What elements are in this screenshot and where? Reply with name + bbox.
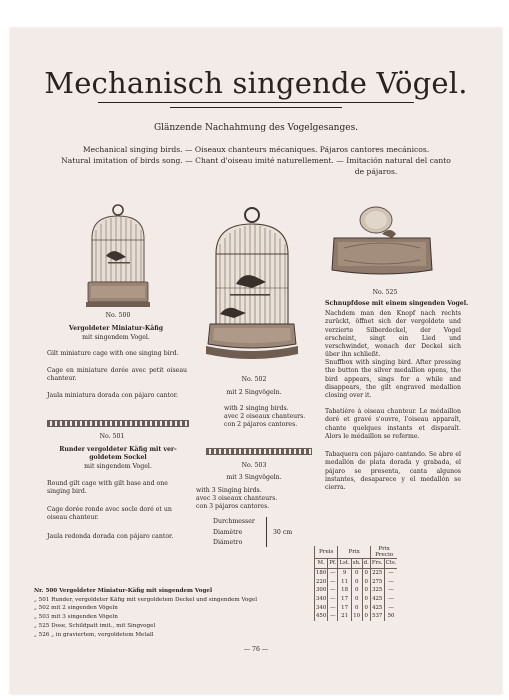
price-cell: 17 <box>338 595 351 604</box>
col-header: d. <box>363 560 369 567</box>
ornamental-divider-left <box>47 420 189 427</box>
col-header: Frs. <box>371 560 383 567</box>
price-cell: 220 <box>316 578 327 585</box>
item-503-diameter-value: 30 cm <box>273 529 293 536</box>
price-cell: 10 <box>351 612 362 621</box>
price-cell: — <box>384 568 397 577</box>
price-list <box>34 587 314 639</box>
price-cell: 180 <box>316 570 327 577</box>
item-503-spanish: con 3 pájaros cantores. <box>196 503 270 510</box>
item-502-number: No. 502 <box>241 376 267 383</box>
item-500-name: Vergoldeter Miniatur-Käfig <box>68 325 164 332</box>
item-503-english: with 3 Singing birds. <box>196 487 262 494</box>
item-501-french: Cage dorée ronde avec socle doré et un oiseau chanteur. <box>47 506 172 522</box>
price-list-row: „ 502 mit 2 singenden Vögeln <box>34 605 118 612</box>
item-501-name-line-1: Runder vergoldeter Käfig mit ver- <box>59 446 177 453</box>
page-number: — 76 — <box>243 646 269 653</box>
price-cell: 17 <box>338 603 351 612</box>
price-cell: 340 <box>316 596 327 603</box>
translation-line-2: Natural imitation of birds song. — Chant d'oiseau imité naturellement. — Imitación natural del canto <box>61 156 451 165</box>
price-cell: 300 <box>316 587 327 594</box>
price-cell: 0 <box>351 568 362 577</box>
item-502-english: with 2 singing birds. <box>224 405 289 412</box>
price-cell: 0 <box>362 595 370 604</box>
ornamental-divider-middle <box>206 448 312 455</box>
miniature-cage-illustration <box>86 204 150 310</box>
item-525-german: Nachdem man den Knopf nach rechts zurückt, öffnet sich der vergoldete und verzierte Silberdeckel, der Vogel erscheint, singt ein Lied und verschwindet, wonach der Deckel sich über ihn schließt. <box>325 310 461 359</box>
price-cell: 425 <box>372 596 383 603</box>
price-cell: — <box>384 603 397 612</box>
col-header: Lst. <box>339 560 350 567</box>
price-cell: — <box>384 595 397 604</box>
page-subtitle: Glänzende Nachahmung des Vogelgesanges. <box>153 123 359 133</box>
item-501-spanish: Jaula redonda dorada con pájaro cantor. <box>47 533 174 540</box>
item-501-name-line-2: goldetem Sockel <box>89 454 147 461</box>
item-525-name: Schnupfdose mit einem singenden Vogel. <box>325 300 469 307</box>
price-cell: 9 <box>338 568 351 577</box>
price-list-row: „ 525 Dose, Schildpatt imit., mit Singvogel <box>34 622 156 629</box>
price-header-franc: Prix Precio <box>370 546 397 559</box>
item-500-english: Gilt miniature cage with one singing bird. <box>47 350 179 357</box>
snuffbox-illustration <box>330 204 434 278</box>
translation-line-3: de pájaros. <box>354 167 398 176</box>
item-500-subtitle: mit singendem Vogel. <box>82 334 150 341</box>
price-cell: 325 <box>372 587 383 594</box>
item-500-number: No. 500 <box>105 312 131 319</box>
price-cell: 0 <box>362 568 370 577</box>
price-cell: 425 <box>372 604 383 611</box>
price-cell: 0 <box>351 595 362 604</box>
item-500-french: Cage en miniature dorée avec petit oiseau chanteur. <box>47 367 187 383</box>
price-list-row: Nr. 500 Vergoldeter Miniatur-Käfig mit singendem Vogel <box>34 588 213 594</box>
col-header: M. <box>315 559 328 569</box>
price-cell: 0 <box>351 586 362 595</box>
price-cell: 50 <box>384 612 397 621</box>
price-header-pound: Prix <box>338 546 370 559</box>
price-header-mark: Preis <box>315 546 338 559</box>
item-502-line: mit 2 Singvögeln. <box>226 389 282 396</box>
item-525-number: No. 525 <box>372 289 398 296</box>
price-cell: — <box>384 586 397 595</box>
item-501-number: No. 501 <box>99 433 125 440</box>
item-503-diameter-es: Diámetro <box>213 539 243 546</box>
price-cell: 225 <box>372 570 383 577</box>
item-503-diameter-de: Durchmesser <box>213 518 255 525</box>
price-cell: 450 <box>316 613 327 620</box>
price-cell: 537 <box>372 613 383 620</box>
dimension-brace <box>266 517 271 547</box>
title-underline-short <box>170 107 342 108</box>
price-cell: — <box>384 577 397 586</box>
large-cage-illustration <box>206 206 298 370</box>
col-header: sh. <box>352 560 361 567</box>
page-title: Mechanisch singende Vögel. <box>44 66 468 100</box>
price-cell: — <box>328 595 338 604</box>
price-cell: 275 <box>372 578 383 585</box>
item-501-english: Round gilt cage with gilt base and one singing bird. <box>47 480 168 496</box>
col-header: Pf. <box>329 560 337 567</box>
item-503-diameter-fr: Diamètre <box>213 529 243 536</box>
price-cell: 340 <box>316 604 327 611</box>
price-cell: — <box>328 612 338 621</box>
item-525-spanish: Tabaquera con pájaro cantando. Se abre el medallón de plata dorada y grabada, el pájaro se presenta, canta algunos instantes, desaparece y el medallón se cierra. <box>325 451 461 492</box>
price-cell: — <box>328 603 338 612</box>
price-list-row: „ 526 „ in graviertem, vergoldetem Metall <box>34 631 154 638</box>
title-underline <box>98 102 414 103</box>
price-cell: 0 <box>351 577 362 586</box>
col-header: Cts. <box>385 560 397 567</box>
price-list-row: „ 501 Runder, vergoldeter Käfig mit vergoldetem Deckel und singendem Vogel <box>34 596 258 603</box>
item-501-subtitle: mit singendem Vogel. <box>84 463 152 470</box>
item-502-french: avec 2 oiseaux chanteurs. <box>224 413 306 420</box>
translation-line-1: Mechanical singing birds. — Oiseaux chanteurs mécaniques. Pájaros cantores mecánicos. <box>82 145 430 154</box>
price-cell: 0 <box>362 586 370 595</box>
item-525-french: Tabatière à oiseau chanteur. Le médaillon doré et gravé s'ouvre, l'oiseau apparaît, chante quelques instants et disparaît. Alors le médaillon se referme. <box>325 408 461 440</box>
item-500-spanish: Jaula miniatura dorada con pájaro cantor. <box>47 392 178 399</box>
price-table <box>314 546 397 621</box>
price-cell: — <box>328 586 338 595</box>
price-cell: 0 <box>362 577 370 586</box>
price-cell: 11 <box>338 577 351 586</box>
item-503-line: mit 3 Singvögeln. <box>226 474 282 481</box>
price-cell: 0 <box>362 603 370 612</box>
price-cell: 0 <box>351 603 362 612</box>
item-503-french: avec 3 oiseaux chanteurs. <box>196 495 278 502</box>
price-cell: — <box>328 568 338 577</box>
price-cell: 18 <box>338 586 351 595</box>
item-502-spanish: con 2 pájaros cantores. <box>224 421 298 428</box>
item-503-number: No. 503 <box>241 462 267 469</box>
catalog-page <box>10 28 502 694</box>
item-525-english: Snuffbox with singing bird. After pressing the button the silver medallion opens, the bird appears, sings for a while and disappears, the gilt engraved medallion closing over it. <box>325 359 461 400</box>
price-cell: — <box>328 577 338 586</box>
price-cell: 0 <box>362 612 370 621</box>
price-cell: 21 <box>338 612 351 621</box>
price-list-row: „ 503 mit 3 singenden Vögeln <box>34 614 118 621</box>
